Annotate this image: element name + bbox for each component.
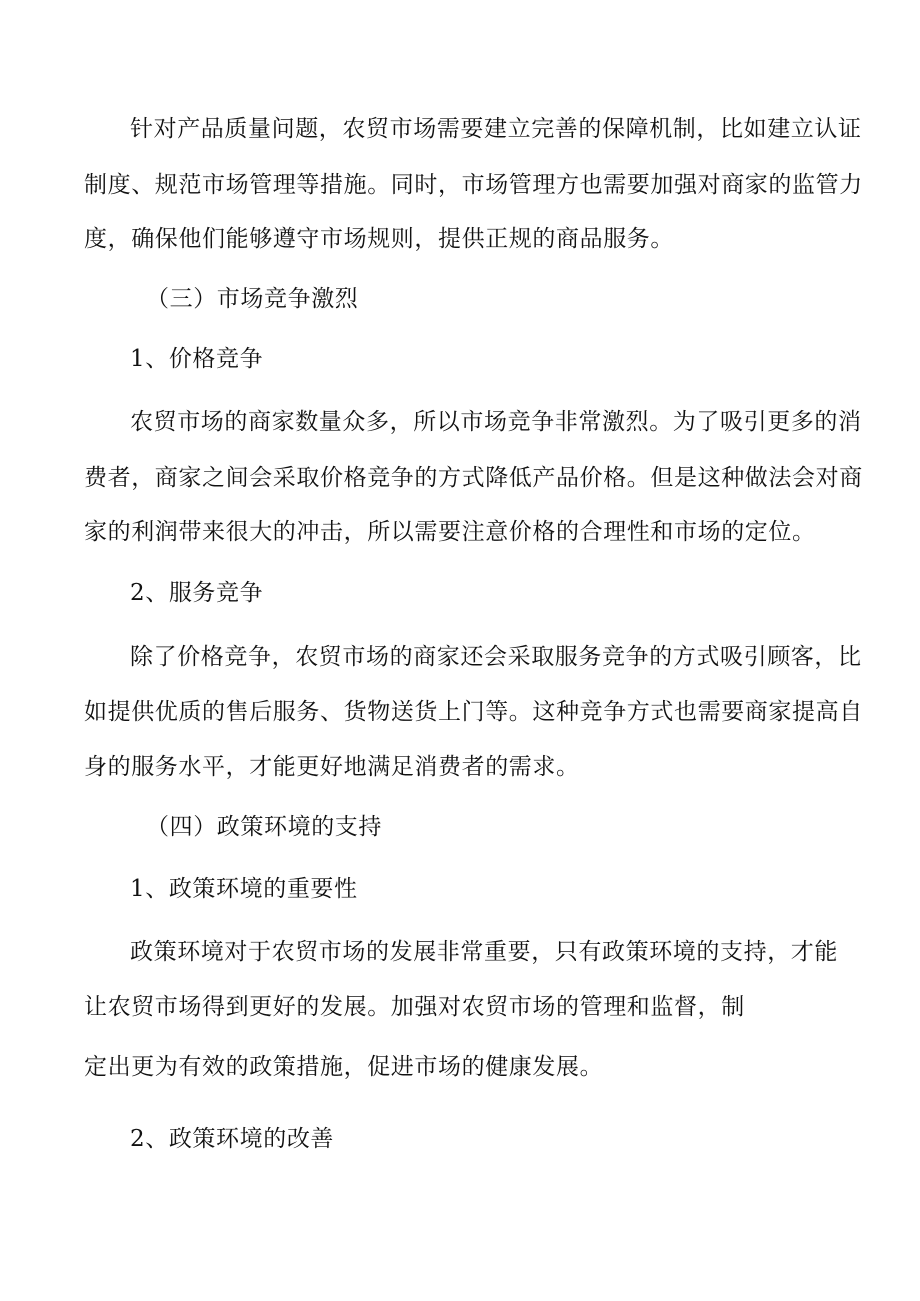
subheading-price-competition: 1、价格竞争 <box>130 346 264 372</box>
paragraph-2-line-1: 农贸市场的商家数量众多，所以市场竞争非常激烈。为了吸引更多的消 <box>130 409 862 435</box>
subheading-policy-importance: 1、政策环境的重要性 <box>130 876 358 902</box>
subheading-service-competition: 2、服务竞争 <box>130 580 264 606</box>
section-heading-4: （四）政策环境的支持 <box>146 814 382 840</box>
paragraph-3-line-1: 除了价格竞争，农贸市场的商家还会采取服务竞争的方式吸引顾客，比 <box>130 644 862 670</box>
paragraph-2-line-3: 家的利润带来很大的冲击，所以需要注意价格的合理性和市场的定位。 <box>84 519 816 545</box>
paragraph-1-line-1: 针对产品质量问题，农贸市场需要建立完善的保障机制，比如建立认证 <box>130 116 862 142</box>
paragraph-3-line-3: 身的服务水平，才能更好地满足消费者的需求。 <box>84 754 580 780</box>
paragraph-2-line-2: 费者，商家之间会采取价格竞争的方式降低产品价格。但是这种做法会对商 <box>84 465 863 491</box>
paragraph-4-line-2: 让农贸市场得到更好的发展。加强对农贸市场的管理和监督，制 <box>84 994 745 1020</box>
section-heading-3: （三）市场竞争激烈 <box>146 286 359 312</box>
paragraph-1-line-3: 度，确保他们能够遵守市场规则，提供正规的商品服务。 <box>84 226 674 252</box>
subheading-policy-improvement: 2、政策环境的改善 <box>130 1126 335 1152</box>
paragraph-4-line-1: 政策环境对于农贸市场的发展非常重要，只有政策环境的支持，才能 <box>130 939 838 965</box>
paragraph-3-line-2: 如提供优质的售后服务、货物送货上门等。这种竞争方式也需要商家提高自 <box>84 699 863 725</box>
paragraph-1-line-2: 制度、规范市场管理等措施。同时，市场管理方也需要加强对商家的监管力 <box>84 172 863 198</box>
paragraph-4-line-3: 定出更为有效的政策措施，促进市场的健康发展。 <box>84 1054 604 1080</box>
